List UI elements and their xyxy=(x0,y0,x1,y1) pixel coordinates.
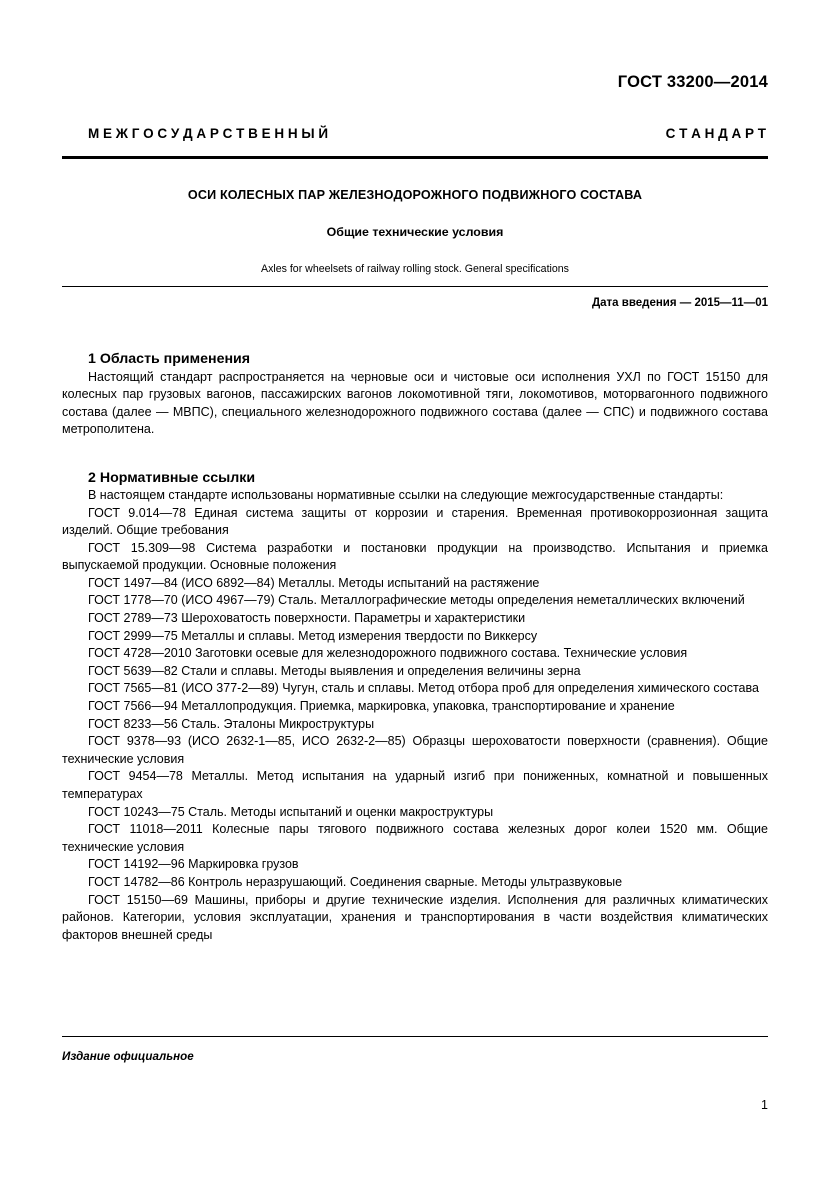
section-1-heading: 1 Область применения xyxy=(88,351,251,368)
page-content xyxy=(62,0,768,944)
title-rule-thin xyxy=(62,286,768,287)
normative-reference-item: ГОСТ 9.014—78 Единая система защиты от коррозии и старения. Временная противокоррозионная защита изделий. Общие требования xyxy=(62,505,768,538)
normative-reference-item: ГОСТ 4728—2010 Заготовки осевые для железнодорожного подвижного состава. Технические условия xyxy=(88,646,688,661)
normative-reference-item: ГОСТ 9454—78 Металлы. Метод испытания на ударный изгиб при пониженных, комнатной и повышенных температурах xyxy=(62,769,768,802)
normative-reference-item: ГОСТ 15150—69 Машины, приборы и другие технические изделия. Исполнения для различных климатических районов. Категории, условия эксплуатации, хранения и транспортирования в части воздействия климатических факторов внешней среды xyxy=(62,892,768,942)
section-2-paragraph xyxy=(62,487,768,505)
official-edition-note: Издание официальное xyxy=(62,1050,194,1063)
page-subtitle: Общие технические условия xyxy=(326,225,504,240)
normative-reference-item: ГОСТ 11018—2011 Колесные пары тягового подвижного состава железных дорог колеи 1520 мм. Общие технические условия xyxy=(62,822,768,854)
section-2-heading: 2 Нормативные ссылки xyxy=(88,469,256,486)
page-title: ОСИ КОЛЕСНЫХ ПАР ЖЕЛЕЗНОДОРОЖНОГО ПОДВИЖНОГО СОСТАВА xyxy=(187,188,643,202)
header-rule-thick xyxy=(62,156,768,159)
section-1-paragraph-text: Настоящий стандарт распространяется на черновые оси и чистовые оси исполнения УХЛ по ГОСТ 15150 для колесных пар грузовых вагонов, пассажирских вагонов локомотивной тяги, локомотивов, моторвагонного подвижного состава (далее — МВПС), специального железнодорожного подвижного состава (далее — СПС) и подвижного состава метрополитена. xyxy=(62,369,768,437)
section-2-paragraph-text: В настоящем стандарте использованы нормативные ссылки на следующие межгосударственные стандарты: xyxy=(88,487,724,502)
page-title-english: Axles for wheelsets of railway rolling stock. General specifications xyxy=(261,262,569,275)
document-code: ГОСТ 33200—2014 xyxy=(617,73,768,91)
normative-reference-item: ГОСТ 8233—56 Сталь. Эталоны Микроструктуры xyxy=(88,716,375,731)
normative-reference-list xyxy=(62,505,768,945)
normative-reference-item: ГОСТ 5639—82 Стали и сплавы. Методы выявления и определения величины зерна xyxy=(88,663,581,678)
section-1-paragraph xyxy=(62,369,768,439)
standard-type-heading xyxy=(62,127,768,141)
normative-reference-item: ГОСТ 1497—84 (ИСО 6892—84) Металлы. Методы испытаний на растяжение xyxy=(88,575,540,590)
standard-type-part2: С Т А Н Д А Р Т xyxy=(665,125,766,141)
normative-reference-item: ГОСТ 1778—70 (ИСО 4967—79) Сталь. Металлографические методы определения неметаллических включений xyxy=(88,593,745,608)
normative-reference-item: ГОСТ 10243—75 Сталь. Методы испытаний и оценки макроструктуры xyxy=(88,804,494,819)
footer-rule xyxy=(62,1036,768,1037)
normative-reference-item: ГОСТ 14192—96 Маркировка грузов xyxy=(88,857,299,872)
normative-reference-item: ГОСТ 14782—86 Контроль неразрушающий. Соединения сварные. Методы ультразвуковые xyxy=(88,874,623,889)
normative-reference-item: ГОСТ 7566—94 Металлопродукция. Приемка, маркировка, упаковка, транспортирование и хранение xyxy=(88,699,675,714)
normative-reference-item: ГОСТ 2789—73 Шероховатость поверхности. Параметры и характеристики xyxy=(88,611,526,626)
normative-reference-item: ГОСТ 15.309—98 Система разработки и постановки продукции на производство. Испытания и приемка выпускаемой продукции. Основные положения xyxy=(62,540,768,573)
normative-reference-item: ГОСТ 9378—93 (ИСО 2632-1—85, ИСО 2632-2—85) Образцы шероховатости поверхности (сравнения). Общие технические условия xyxy=(62,734,768,766)
normative-reference-item: ГОСТ 2999—75 Металлы и сплавы. Метод измерения твердости по Виккерсу xyxy=(88,628,538,643)
standard-type-part1: М Е Ж Г О С У Д А Р С Т В Е Н Н Ы Й xyxy=(88,125,329,141)
normative-reference-item: ГОСТ 7565—81 (ИСО 377-2—89) Чугун, сталь и сплавы. Метод отбора проб для определения химического состава xyxy=(88,681,759,696)
page-number: 1 xyxy=(761,1098,768,1112)
introduction-date: Дата введения — 2015—11—01 xyxy=(591,296,768,309)
